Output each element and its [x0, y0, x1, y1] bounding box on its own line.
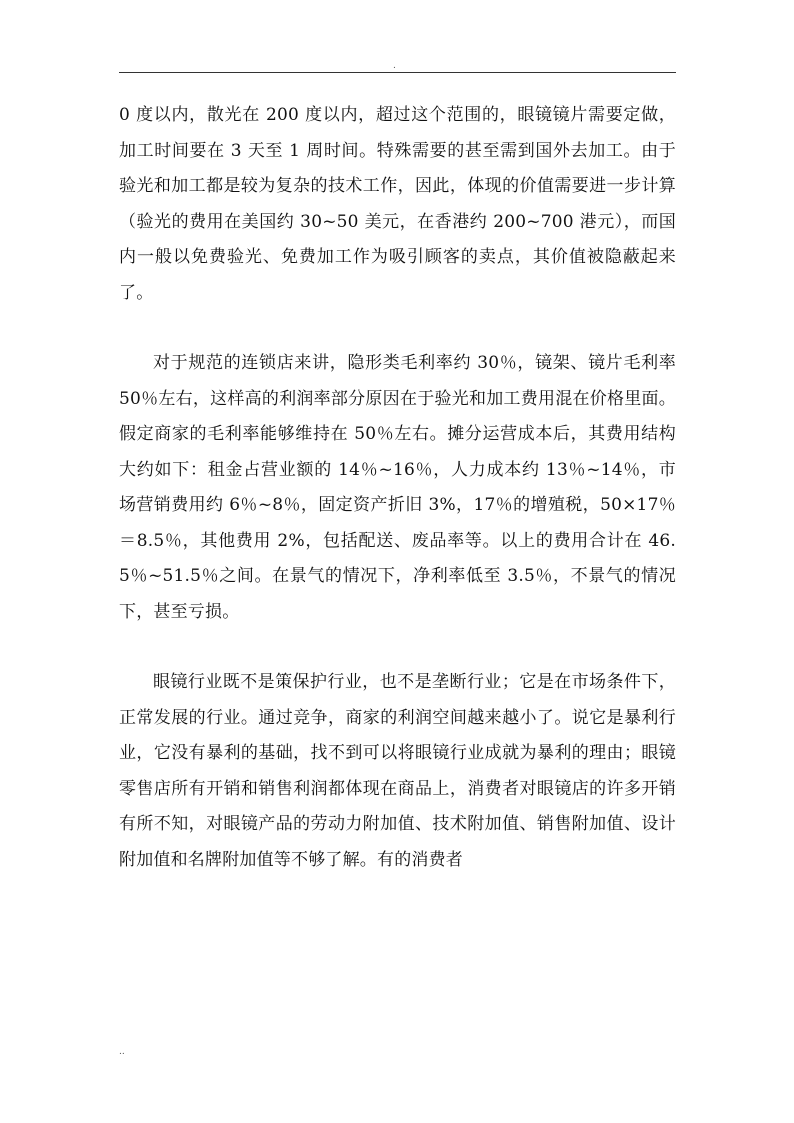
paragraph-spacer [119, 630, 676, 665]
paragraph-spacer [119, 311, 676, 346]
paragraph-1: 0 度以内，散光在 200 度以内，超过这个范围的，眼镜镜片需要定做，加工时间要在 3 天至 1 周时间。特殊需要的甚至需到国外去加工。由于验光和加工都是较为复杂的技术工作，因此，体现的价值需要进一步计算（验光的费用在美国约 30~50 美元，在香港约 200~700 港元），而国内一般以免费验光、免费加工作为吸引顾客的卖点，其价值被隐蔽起来了。 [119, 105, 676, 303]
header-rule [119, 72, 676, 73]
paragraph-3: 眼镜行业既不是策保护行业，也不是垄断行业；它是在市场条件下，正常发展的行业。通过竞争，商家的利润空间越来越小了。说它是暴利行业，它没有暴利的基础，找不到可以将眼镜行业成就为暴利的理由；眼镜零售店所有开销和销售利润都体现在商品上，消费者对眼镜店的许多开销有所不知，对眼镜产品的劳动力附加值、技术附加值、销售附加值、设计附加值和名牌附加值等不够了解。有的消费者 [119, 672, 676, 870]
document-body [119, 98, 676, 878]
footer-mark: .. [119, 1047, 125, 1057]
header-mark: . [393, 61, 396, 71]
paragraph-2: 对于规范的连锁店来讲，隐形类毛利率约 30％，镜架、镜片毛利率 50％左右，这样高的利润率部分原因在于验光和加工费用混在价格里面。假定商家的毛利率能够维持在 50％左右。摊分运营成本后，其费用结构大约如下：租金占营业额的 14％~16％，人力成本约 13％~14％，市场营销费用约 6％~8％，固定资产折旧 3%，17％的增殖税，50×17％＝8.5％，其他费用 2%，包括配送、废品率等。以上的费用合计在 46.5％~51.5％之间。在景气的情况下，净利率低至 3.5％，不景气的情况下，甚至亏损。 [119, 353, 676, 622]
